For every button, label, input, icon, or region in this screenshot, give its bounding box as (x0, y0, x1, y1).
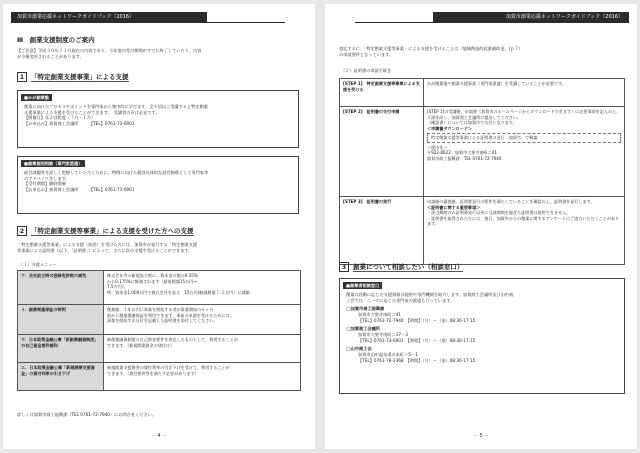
intro-line: 登記するに、「特定創業支援等事業」による支援を受けることは「地域創造的起業補助金」(ｐ７） (339, 46, 523, 51)
menu-name: イ．創業関連保証の特例 (18, 305, 104, 335)
tel: 【TEL】0761-73-0001 (91, 187, 135, 193)
menu-desc: 新創業融資制度の自己資金要件を充足したものとして、利用することが できます。（新規開業資金の貸付け） (104, 335, 301, 363)
step-desc: [STEP 1]の受講後、申請書（加賀市のホームページからダウンロードできます）に必要事項を記入の上、２部作成し、加賀商工会議所に提出してください。 （確認書）については加賀市で交付となります。 ＜申請書ダウンロード＞ 特定創業支援等事業による証明書の発行 加賀市 で検索 ＜提出先＞ 〒922-8622 加賀市大聖寺南町ニ41 加賀市商工振興課 TEL 0761-72-7940 (424, 107, 625, 197)
right-intro (339, 46, 625, 57)
download-search-box: 特定創業支援等事業による証明書の発行 加賀市 で検索 (427, 133, 621, 143)
contact-item: ◯加賀市商工振興課 加賀市大聖寺南町ニ41 【TEL】0761-72-7940 【時間】（月）～（金）08:30-17:15 (346, 306, 476, 323)
box-tag: ■創業者相談窓口 (343, 282, 382, 289)
notice (17, 48, 297, 59)
kaga-sogyo-juku-box (17, 90, 299, 148)
table-row (18, 335, 301, 363)
contact-item: ◯山中商工会 加賀市山中温泉湯の本町ト5－1 【TEL】0761-78-2368 【時間】（月）～（金）08:30-17:15 (346, 346, 476, 363)
box-text: のアドバイスをします。 (24, 175, 70, 181)
individual-consultation-box (17, 156, 299, 214)
apply-to: 【お申込み】加賀商工会議所 (24, 187, 79, 193)
submit-address: 〒922-8622 加賀市大聖寺南町ニ41 (427, 150, 497, 156)
box-text: 工会では、ニーズに応じた専門家の派遣も行っています。 (346, 297, 455, 303)
left-page (3, 4, 315, 449)
page-header: 加賀市創業応援ネットワークガイドブック（2016） (433, 12, 629, 23)
box-tag: ■かが創業塾 (21, 94, 52, 101)
step-name: [STEP 2] 証明書の交付申請 (340, 107, 424, 197)
page-number: － 4 － (150, 433, 168, 440)
page-header: 加賀市創業応援ネットワークガイドブック（2016） (11, 12, 207, 23)
step-name: [STEP 1] 特定創業支援等事業による支援を受ける (340, 79, 424, 107)
submit-to-label: ＜提出先＞ (427, 144, 448, 150)
table-row (340, 79, 625, 107)
table-row (18, 271, 301, 305)
table-row (18, 305, 301, 335)
section-3-heading (339, 262, 463, 272)
menu-name: ウ．日本政策金融公庫「新創業融資制度」の自己資金要件緩和 (18, 335, 104, 363)
box-text: 支援事業による支援を受けることができます。 受講者の声は必見です。 (24, 109, 160, 115)
section-title: Ⅲ 創業支援制度のご案内 (17, 36, 95, 44)
section-2-title: 「特定創業支援等事業」による支援を受けた方への支援 (31, 227, 194, 235)
menu-name: エ．日本政策金融公庫「新規開業支援資金」の貸付利率の引き下げ (18, 363, 104, 391)
section-number: 3 (339, 262, 349, 272)
notice-line: 【ご注意】平成３０年１１月現在の内容であり、今年度の受付期間がすでに終了していたり、内容 (17, 48, 202, 53)
consultation-desk-box (339, 278, 625, 394)
box-tag: ■創業個別相談（専門家派遣） (21, 160, 85, 167)
menu-desc: 新規開業支援資金の貸付利率の引き下げを受けて、利用することが できます。（貸付要件等を満たす必要があります） (104, 363, 301, 391)
footnote: 詳しくは加賀市商工振興課（TEL 0761-72-7940）にお問合せください。 (17, 412, 157, 417)
application-steps-table (339, 78, 625, 265)
header-rule (11, 22, 285, 23)
apply-to: 【お申込み】加賀商工会議所 (24, 121, 79, 127)
section-1-heading (17, 72, 129, 82)
intro-line: 「特定創業支援等事業」による支援（前述）を受けた方には、加賀市が発行する「特定創業支援 (17, 242, 198, 247)
menu-desc: 創業後、１年以内に事業を開始する者が事業開始の６ヶ月 前から創業関連保証を利用できます。事前の申請を受けるためには、 事業を開始する日付を記載した証明書を添付してください。 (104, 305, 301, 335)
table-row (18, 363, 301, 391)
step-desc: 申請後の審査後、証明書発行の要件を満たしていることを確認の上、証明書を発行します。 ＜証明書に関する重要事項＞ ・該当期間のみ証明書発行以外に当該期間を過ぎた証明書は使用できません。 ・証明書を取得された方には、後日、加賀市からの創業に関するアンケートにご協力いただくことがあります。 (424, 197, 625, 265)
held-date: 【開催日】年２回程度（７月・１月） (24, 115, 96, 121)
section-number: 1 (17, 72, 27, 82)
contact-item: ◯加賀商工会議所 加賀市大聖寺南町ニ17－3 【TEL】0761-73-0001 【時間】（月）～（金）08:30-17:15 (346, 326, 476, 343)
tel: 【TEL】0761-73-0001 (91, 121, 135, 127)
section-2-intro (17, 242, 301, 253)
intro-line: 等事業による証明書（以下、「証明書」）によって、さらに次の支援を受けることができます。 (17, 247, 193, 253)
box-text: 経営課題等を詳しく把握していただくために、特例に向けた個別具体的な経営指導として専門家等 (24, 170, 209, 175)
header-rule (355, 22, 629, 23)
section-number: 2 (17, 226, 27, 236)
section-3-title: 創業について相談したい（相談窓口） (353, 263, 464, 271)
menu-label: （１）支援メニュー (19, 262, 57, 267)
held-date: 【受付期間】随時開催 (24, 181, 66, 187)
box-text: 創業の段階に応じた支援情報の提供や専門機関を紹介します。加賀商工会議所及び山中商 (346, 292, 514, 297)
menu-desc: 株式会社等の新規設立時に、資本金の額の0.35% から0.175%に軽減されます（最低税額15万円→ 7.5万円）。 例：資本金1,000万円で株式会社を設立 15万円(軽減税額７.５万円）に減額 (104, 271, 301, 305)
menu-name: ア．会社設立時の登録免許税の減免 (18, 271, 104, 305)
step-name: [STEP 3] 証明書の発行 (340, 197, 424, 265)
step-desc: かが創業塾や創業支援事業（専門家派遣）を受講していることが必要です。 (424, 79, 625, 107)
table-row (340, 107, 625, 197)
intro-line: の申請要件となっています。 (339, 51, 394, 57)
support-menu-table (17, 270, 301, 391)
notice-line: が今後変更されることがあります。 (17, 53, 84, 59)
box-text: 創業に向けたプロセスやポイントを専門家から集中的に学びます。全４回以上受講すると特定創業 (24, 104, 208, 109)
table-row (340, 197, 625, 265)
flow-label: （２）証明書の申請手続き (341, 68, 392, 73)
download-label: ＜申請書ダウンロード＞ (427, 125, 473, 131)
section-2-heading (17, 226, 194, 236)
page-number: － 5 － (472, 433, 490, 440)
right-page (325, 4, 637, 449)
submit-dept: 加賀市商工振興課 TEL 0761-72-7940 (427, 155, 502, 161)
section-1-title: 「特定創業支援事業」による支援 (31, 73, 129, 81)
